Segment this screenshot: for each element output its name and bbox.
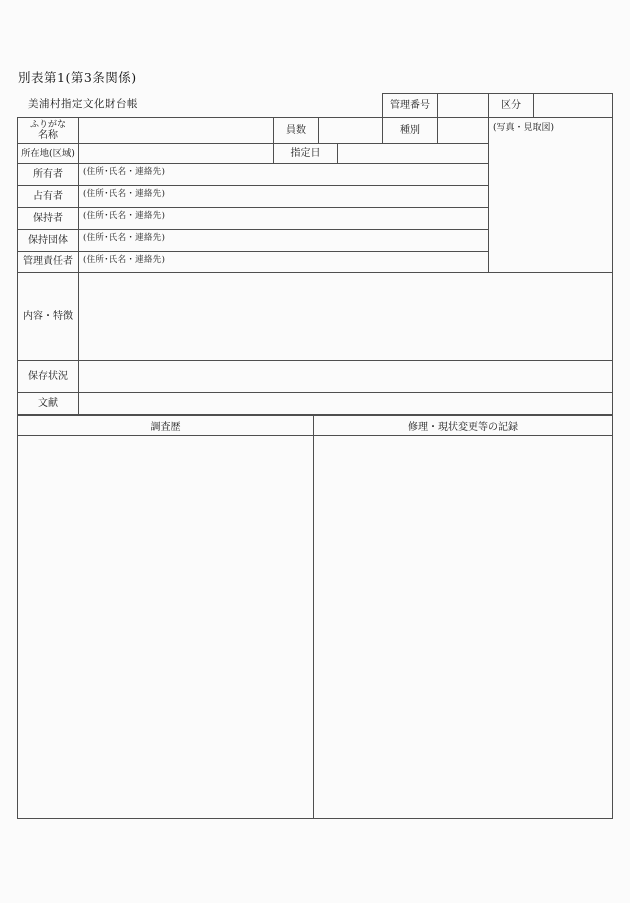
literature-label: 文献 bbox=[18, 393, 79, 415]
occupant-field bbox=[79, 186, 489, 208]
manager-label: 管理責任者 bbox=[18, 252, 79, 273]
registry-header-table bbox=[382, 93, 613, 118]
name-label: 名称 bbox=[38, 129, 58, 141]
holder-contact-note: (住所･氏名・連絡先) bbox=[83, 211, 166, 221]
content-features-field bbox=[79, 273, 613, 361]
name-field bbox=[79, 118, 274, 144]
content-features-label: 内容・特徴 bbox=[18, 273, 79, 361]
repair-change-field bbox=[314, 436, 613, 819]
preservation-label: 保存状況 bbox=[18, 361, 79, 393]
holding-group-label: 保持団体 bbox=[18, 230, 79, 252]
repair-change-header: 修理・現状変更等の記録 bbox=[314, 416, 613, 436]
management-number-label: 管理番号 bbox=[383, 94, 438, 118]
property-table bbox=[17, 117, 613, 415]
photo-sketch-area: (写真・見取図) bbox=[489, 118, 613, 273]
location-field bbox=[79, 144, 274, 164]
holding-group-field bbox=[79, 230, 489, 252]
name-label-cell bbox=[18, 118, 79, 144]
literature-field bbox=[79, 393, 613, 415]
management-number-field bbox=[438, 94, 489, 118]
survey-history-header: 調査歴 bbox=[18, 416, 314, 436]
preservation-field bbox=[79, 361, 613, 393]
owner-field bbox=[79, 164, 489, 186]
category-label: 区分 bbox=[489, 94, 534, 118]
owner-label: 所有者 bbox=[18, 164, 79, 186]
location-label: 所在地(区域) bbox=[18, 144, 79, 164]
holding-group-contact-note: (住所･氏名・連絡先) bbox=[83, 233, 166, 243]
category-field bbox=[534, 94, 613, 118]
manager-field bbox=[79, 252, 489, 273]
quantity-field bbox=[319, 118, 383, 144]
furigana-label: ふりがな bbox=[29, 119, 66, 130]
owner-contact-note: (住所･氏名・連絡先) bbox=[83, 167, 166, 177]
type-label: 種別 bbox=[383, 118, 438, 144]
holder-field bbox=[79, 208, 489, 230]
holder-label: 保持者 bbox=[18, 208, 79, 230]
occupant-label: 占有者 bbox=[18, 186, 79, 208]
type-field bbox=[438, 118, 489, 144]
designated-date-label: 指定日 bbox=[274, 144, 338, 164]
occupant-contact-note: (住所･氏名・連絡先) bbox=[83, 189, 166, 199]
page-title: 別表第1(第3条関係) bbox=[18, 70, 137, 85]
form-title: 美浦村指定文化財台帳 bbox=[28, 98, 138, 110]
quantity-label: 員数 bbox=[274, 118, 319, 144]
manager-contact-note: (住所･氏名・連絡先) bbox=[83, 255, 166, 265]
designated-date-field bbox=[338, 144, 489, 164]
survey-history-field bbox=[18, 436, 314, 819]
records-table bbox=[17, 415, 613, 819]
